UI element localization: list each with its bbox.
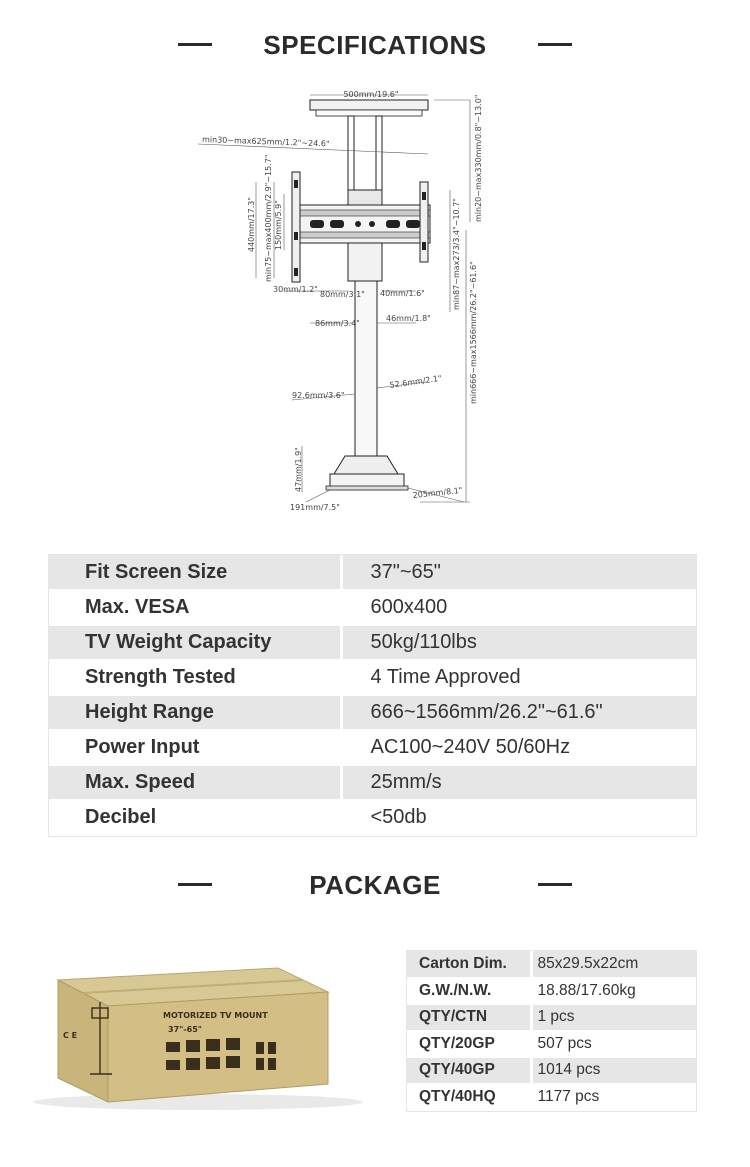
package-value: 1014 pcs	[531, 1057, 696, 1084]
dim-w80: 80mm/3.1"	[320, 290, 365, 299]
package-box-image	[28, 962, 363, 1112]
table-row	[407, 1031, 696, 1058]
dim-w86: 86mm/3.4"	[315, 319, 360, 328]
table-row	[49, 625, 696, 660]
spec-value: 600x400	[341, 590, 696, 625]
spec-key: Power Input	[49, 730, 341, 765]
package-key: QTY/20GP	[407, 1031, 531, 1058]
spec-key: Height Range	[49, 695, 341, 730]
heading-dash-right	[538, 43, 572, 46]
spec-value: 50kg/110lbs	[341, 625, 696, 660]
package-key: QTY/40HQ	[407, 1084, 531, 1111]
package-key: G.W./N.W.	[407, 978, 531, 1005]
dim-w46: 46mm/1.8"	[386, 314, 431, 323]
product-dimension-diagram	[180, 82, 500, 522]
dim-w40: 40mm/1.6"	[380, 289, 425, 298]
specifications-title: SPECIFICATIONS	[263, 30, 487, 60]
dim-base-depth: 205mm/8.1"	[412, 485, 463, 500]
spec-key: Fit Screen Size	[49, 555, 341, 590]
dim-inner-150: 150mm/5.9"	[274, 200, 283, 250]
package-key: QTY/CTN	[407, 1004, 531, 1031]
package-value: 1 pcs	[531, 1004, 696, 1031]
spec-value: <50db	[341, 800, 696, 835]
box-print-title: MOTORIZED TV MOUNT	[163, 1011, 268, 1020]
table-row	[49, 555, 696, 590]
dim-top-height: min20~max330mm/0.8"~13.0"	[474, 94, 483, 222]
table-row	[49, 590, 696, 625]
dim-base-width: 191mm/7.5"	[290, 503, 340, 512]
package-title: PACKAGE	[309, 870, 441, 900]
spec-key: Decibel	[49, 800, 341, 835]
spec-value: AC100~240V 50/60Hz	[341, 730, 696, 765]
dim-vesa-vertical: min75~max400mm/2.9"~15.7"	[264, 154, 273, 282]
package-value: 507 pcs	[531, 1031, 696, 1058]
table-row	[49, 765, 696, 800]
dim-total-height: min666~max1566mm/26.2"~61.6"	[469, 261, 478, 404]
table-row	[407, 951, 696, 978]
spec-value: 25mm/s	[341, 765, 696, 800]
dim-depth-range: min87~max273/3.4"~10.7"	[452, 198, 461, 310]
spec-value: 4 Time Approved	[341, 660, 696, 695]
table-row	[49, 660, 696, 695]
spec-key: Strength Tested	[49, 660, 341, 695]
dim-w52: 52.6mm/2.1"	[389, 373, 443, 390]
spec-value: 666~1566mm/26.2"~61.6"	[341, 695, 696, 730]
spec-key: TV Weight Capacity	[49, 625, 341, 660]
spec-key: Max. VESA	[49, 590, 341, 625]
package-key: QTY/40GP	[407, 1057, 531, 1084]
table-row	[407, 1084, 696, 1111]
table-row	[407, 978, 696, 1005]
table-row	[407, 1004, 696, 1031]
table-row	[49, 730, 696, 765]
package-value: 18.88/17.60kg	[531, 978, 696, 1005]
dim-bracket-height: 440mm/17.3"	[247, 196, 256, 252]
svg-text:C E: C E	[63, 1031, 78, 1040]
table-row	[407, 1057, 696, 1084]
package-value: 1177 pcs	[531, 1084, 696, 1111]
package-value: 85x29.5x22cm	[531, 951, 696, 978]
specifications-heading	[0, 24, 750, 64]
table-row	[49, 800, 696, 835]
heading-dash-right	[538, 883, 572, 886]
box-print-size: 37"-65"	[168, 1025, 202, 1034]
spec-value: 37"~65"	[341, 555, 696, 590]
package-heading	[0, 864, 750, 904]
dim-arm-range: min30~max625mm/1.2"~24.6"	[201, 135, 330, 149]
dim-h47: 47mm/1.9"	[294, 447, 303, 492]
dim-w92: 92.6mm/3.6"	[292, 391, 345, 400]
spec-key: Max. Speed	[49, 765, 341, 800]
package-key: Carton Dim.	[407, 951, 531, 978]
specifications-table	[49, 555, 696, 836]
dim-top-width: 500mm/19.6"	[343, 90, 399, 99]
table-row	[49, 695, 696, 730]
package-table	[407, 951, 696, 1111]
dim-w30: 30mm/1.2"	[273, 285, 318, 294]
